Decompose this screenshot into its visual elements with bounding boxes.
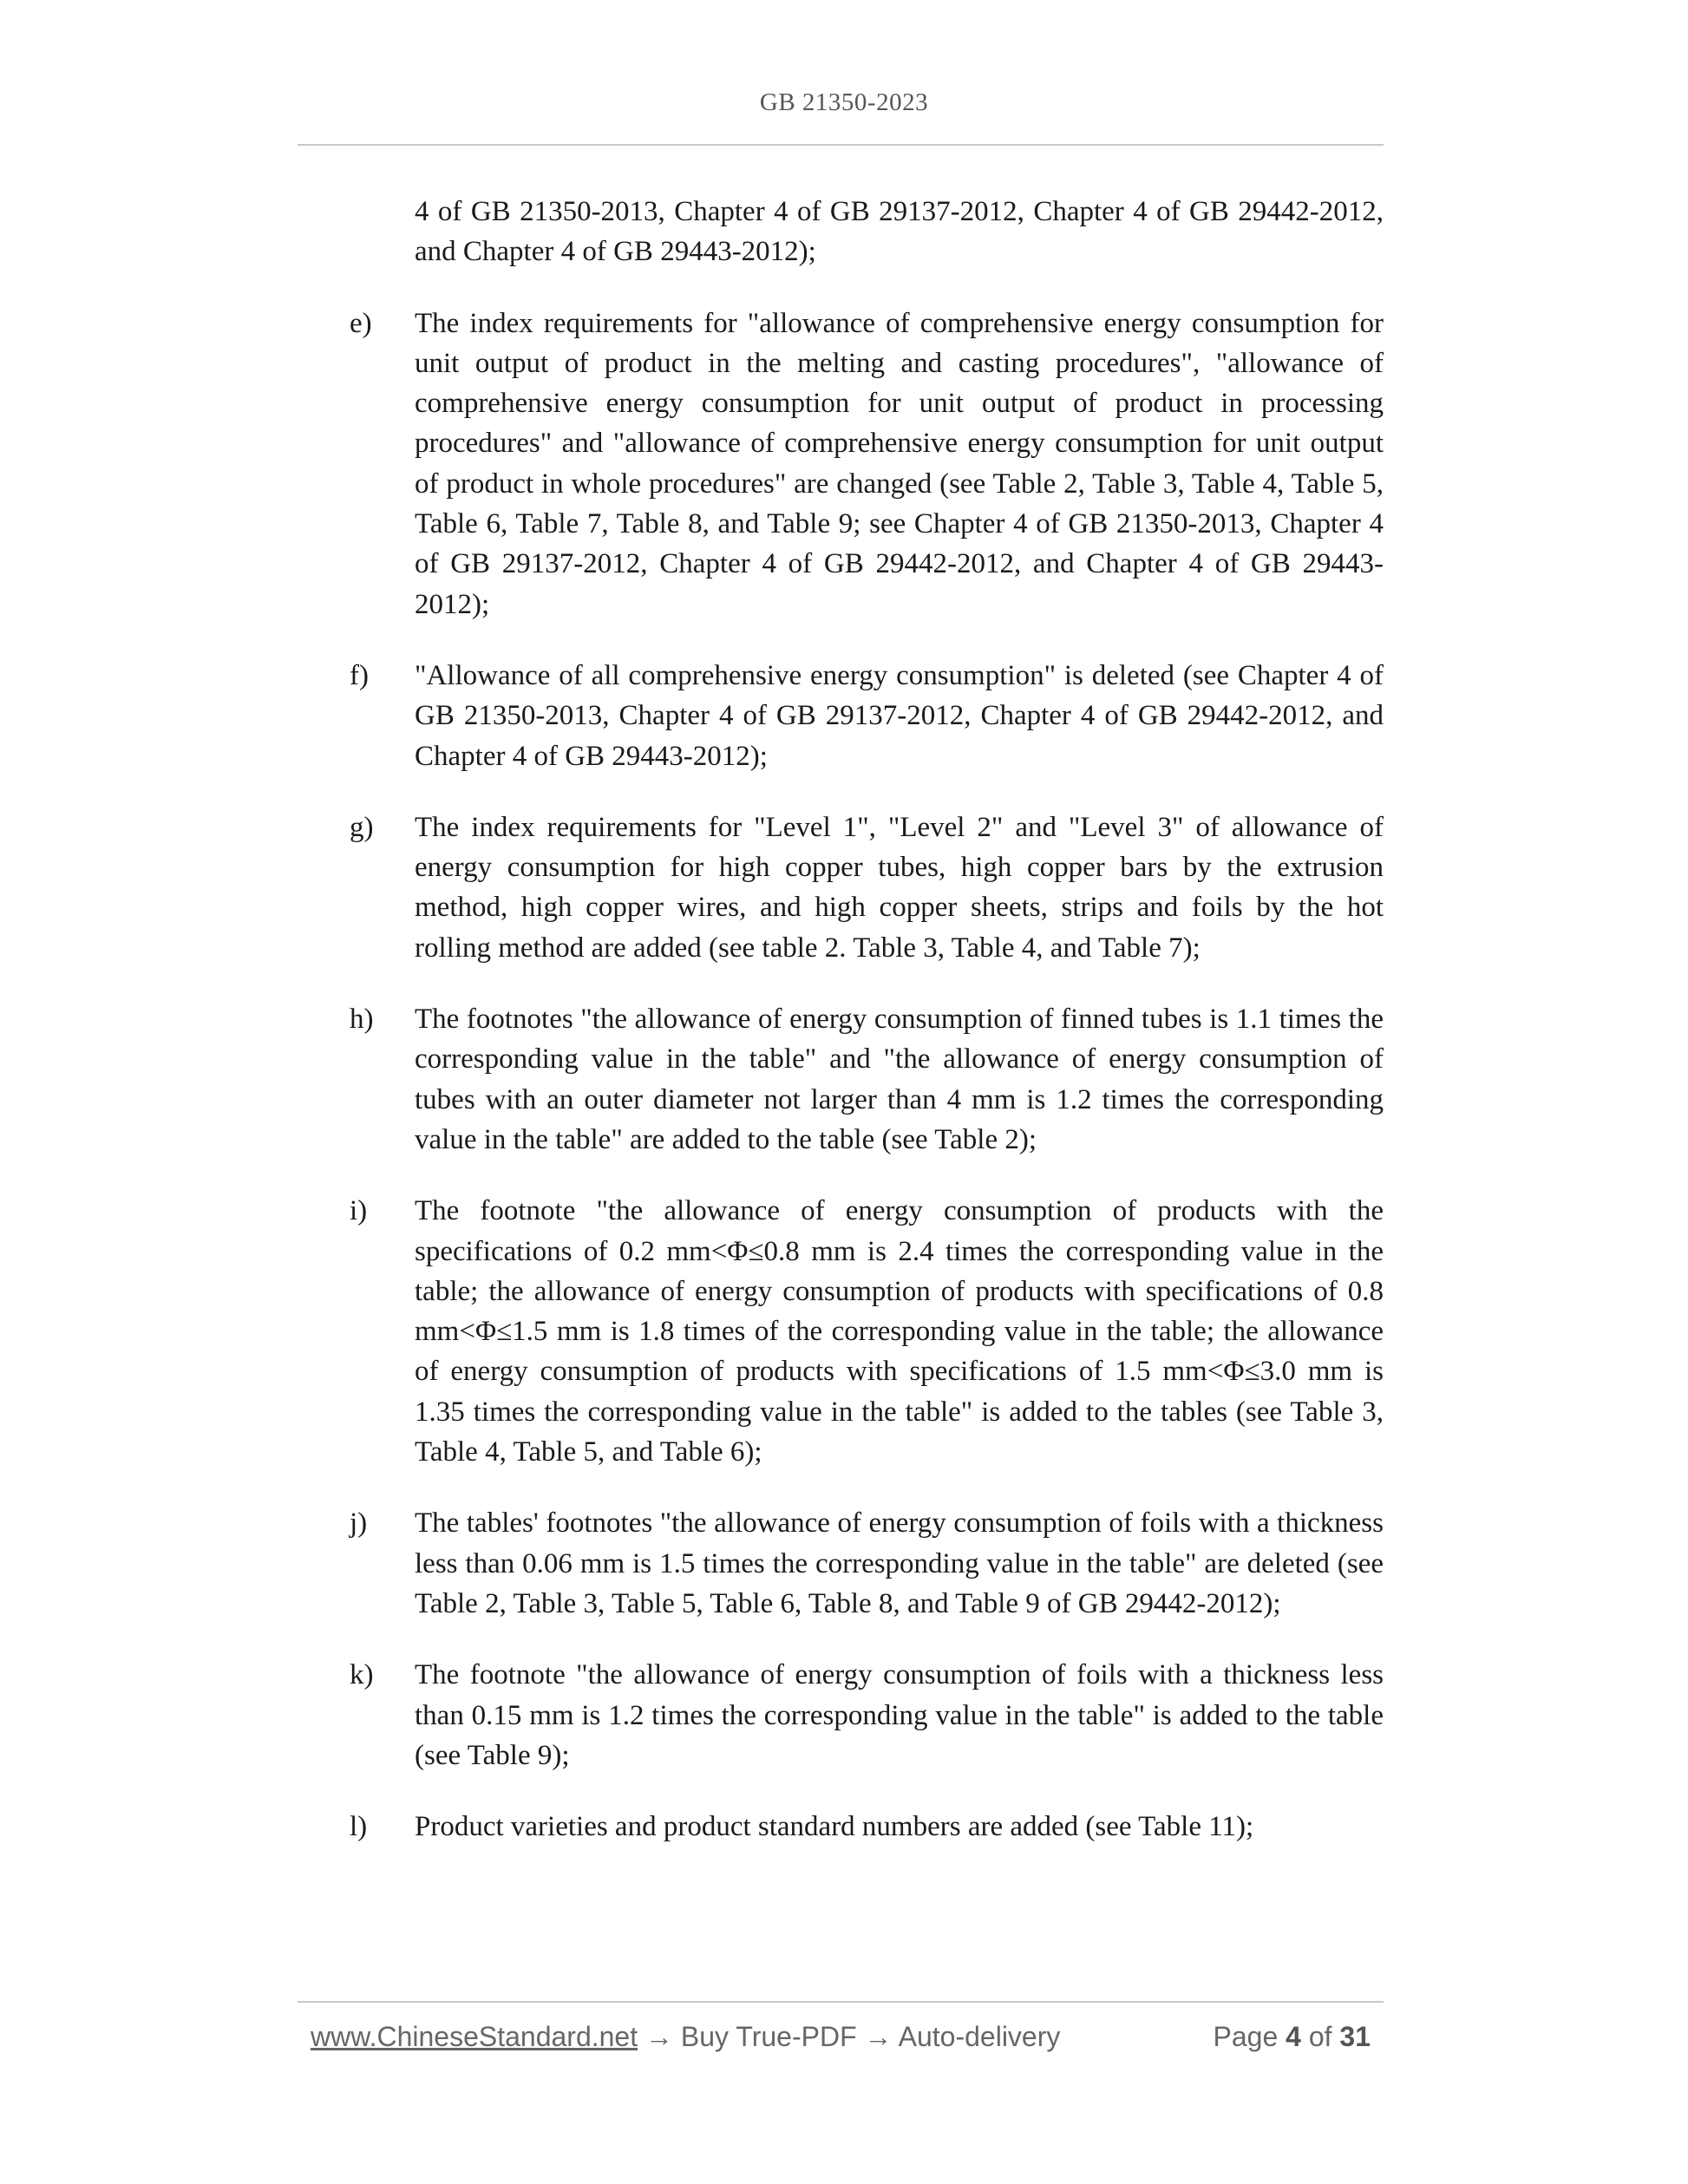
- list-item-text: The footnote "the allowance of energy consumption of foils with a thickness less than 0.15 mm is 1.2 times the corresponding value in the table" is added to the table (see Table 9);: [415, 1659, 1384, 1771]
- list-item-text: The footnotes "the allowance of energy consumption of finned tubes is 1.1 times the corresponding value in the table" and "the allowance of energy consumption of tubes with an outer diameter not larger than 4 mm is 1.2 times the corresponding value in the table" are added to the table (see Table 2);: [415, 1004, 1384, 1155]
- arrow-right-icon: →: [864, 2021, 893, 2052]
- list-item-e: [350, 304, 1384, 624]
- continued-paragraph: 4 of GB 21350-2013, Chapter 4 of GB 29137-2012, Chapter 4 of GB 29442-2012, and Chapter 4 of GB 29443-2012);: [415, 196, 1384, 268]
- list-item-k: [350, 1655, 1384, 1775]
- footer-links: [311, 2021, 1060, 2053]
- footer-divider: [298, 2001, 1384, 2003]
- list-item-j: [350, 1503, 1384, 1624]
- list-item-text: The tables' footnotes "the allowance of energy consumption of foils with a thickness less than 0.06 mm is 1.5 times the corresponding value in the table" are deleted (see Table 2, Table 3, Table 5, Table 6, Table 8, and Table 9 of GB 29442-2012);: [415, 1507, 1384, 1619]
- list-marker: f): [350, 659, 369, 691]
- header-divider: [298, 144, 1384, 146]
- page-header-title: GB 21350-2023: [759, 88, 929, 116]
- page-number: [1214, 2021, 1371, 2053]
- list-marker: h): [350, 1004, 374, 1036]
- document-body: [350, 192, 1384, 1878]
- list-item-i: [350, 1191, 1384, 1472]
- list-item-g: [350, 808, 1384, 968]
- list-item-h: [350, 999, 1384, 1160]
- page-current: 4: [1286, 2021, 1301, 2052]
- auto-delivery-text: Auto-delivery: [898, 2021, 1061, 2052]
- page-label: Page: [1213, 2021, 1279, 2052]
- list-item-text: The index requirements for "allowance of comprehensive energy consumption for unit output of product in the melting and casting procedures", "allowance of comprehensive energy consumption for unit output of product in processing procedures" and "allowance of comprehensive energy consumption for unit output of product in whole procedures" are changed (see Table 2, Table 3, Table 4, Table 5, Table 6, Table 7, Table 8, and Table 9; see Chapter 4 of GB 21350-2013, Chapter 4 of GB 29137-2012, Chapter 4 of GB 29442-2012, and Chapter 4 of GB 29443-2012);: [415, 307, 1384, 620]
- website-link[interactable]: www.ChineseStandard.net: [311, 2021, 638, 2052]
- list-item-l: [350, 1807, 1384, 1847]
- buy-pdf-text: Buy True-PDF: [680, 2021, 857, 2052]
- page-of-label: of: [1308, 2021, 1332, 2052]
- list-item-text: The footnote "the allowance of energy consumption of products with the specifications of 0.2 mm<Φ≤0.8 mm is 2.4 times the corresponding value in the table; the allowance of energy consumption of products with specifications of 0.8 mm<Φ≤1.5 mm is 1.8 times of the corresponding value in the table; the allowance of energy consumption of products with specifications of 1.5 mm<Φ≤3.0 mm is 1.35 times the corresponding value in the table" is added to the tables (see Table 3, Table 4, Table 5, and Table 6);: [415, 1195, 1384, 1468]
- list-item-text: "Allowance of all comprehensive energy consumption" is deleted (see Chapter 4 of GB 21350-2013, Chapter 4 of GB 29137-2012, Chapter 4 of GB 29442-2012, and Chapter 4 of GB 29443-2012);: [415, 659, 1384, 772]
- page-total: 31: [1339, 2021, 1371, 2052]
- list-marker: k): [350, 1659, 374, 1691]
- list-item-text: Product varieties and product standard numbers are added (see Table 11);: [415, 1811, 1254, 1843]
- page-footer: [311, 2021, 1371, 2061]
- list-marker: j): [350, 1507, 368, 1540]
- list-item-f: [350, 656, 1384, 776]
- list-marker: g): [350, 811, 374, 843]
- list-item-text: The index requirements for "Level 1", "Level 2" and "Level 3" of allowance of energy consumption for high copper tubes, high copper bars by the extrusion method, high copper wires, and high copper sheets, strips and foils by the hot rolling method are added (see table 2. Table 3, Table 4, and Table 7);: [415, 811, 1384, 964]
- list-marker: e): [350, 307, 372, 339]
- list-marker: i): [350, 1195, 368, 1227]
- list-marker: l): [350, 1811, 368, 1843]
- arrow-right-icon: →: [645, 2021, 673, 2052]
